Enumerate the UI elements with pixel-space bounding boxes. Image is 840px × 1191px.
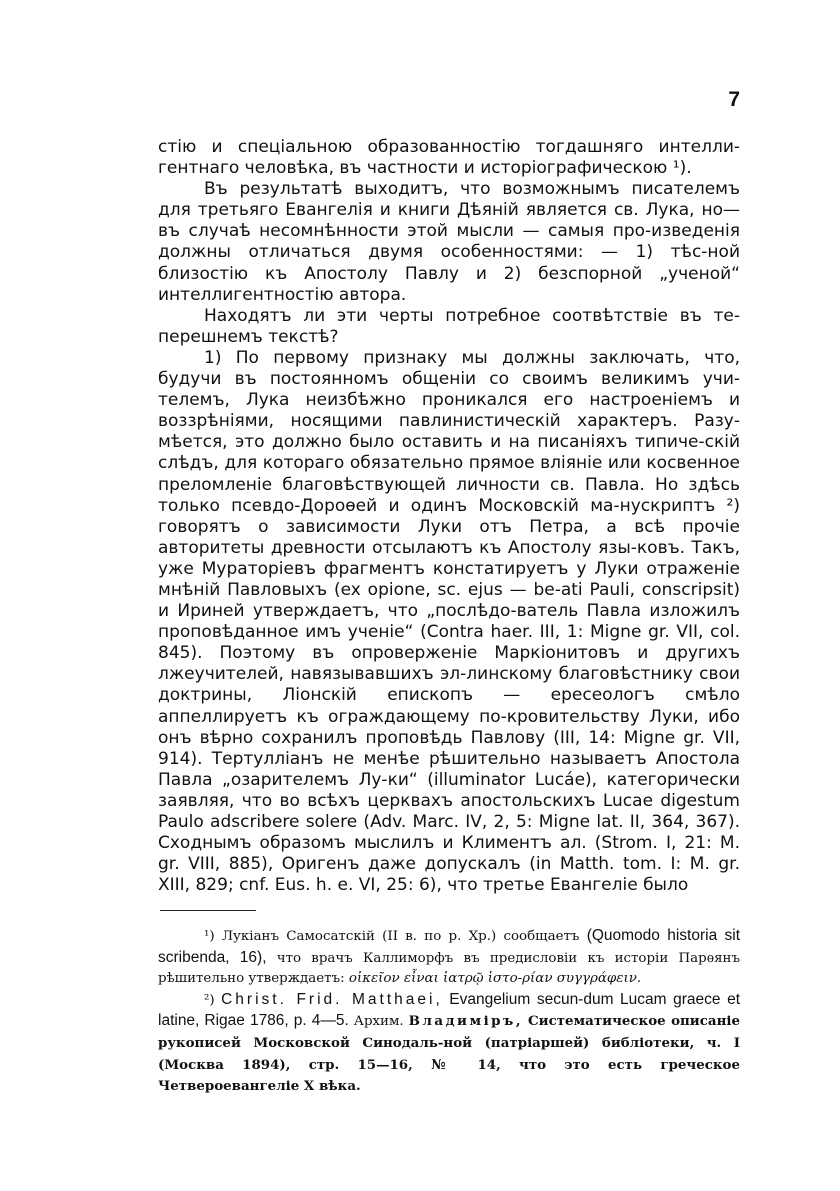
footnote-2-latin: Evangelium secun-dum Lucam graece et latine, Rigae 1786, p. 4—5. xyxy=(158,990,741,1030)
footnote-separator xyxy=(160,910,256,911)
footnote-2-marker: ²) xyxy=(204,992,215,1008)
footnote-2-archim: Архим. xyxy=(353,1014,404,1030)
footnote-2-text: Систематическое описаніе рукописей Московской Синодаль-ной (патріаршей) библіотеки, ч. I (Москва 1894), стр. 15—16, № 14, что это есть греческое Четвероевангеліе X вѣка. xyxy=(158,1013,740,1095)
footnote-1-text-a: Лукіанъ Самосатскій (II в. по р. Хр.) сообщаетъ xyxy=(221,929,580,944)
footnote-2-name: Владиміръ, xyxy=(408,1013,523,1030)
footnote-2 xyxy=(158,990,740,1098)
footnote-1-latin: (Quomodo historia sit scribenda, 16), xyxy=(158,927,740,966)
footnote-1-marker: ¹) xyxy=(204,929,215,944)
paragraph-4: 1) По первому признаку мы должны заключать, что, будучи въ постоянномъ общеніи со своимъ великимъ учи-телемъ, Лука неизбѣжно проникался его настроеніемъ и воззрѣніями, носящими павлинистическій характеръ. Разу-мѣется, это должно было оставить и на писаніяхъ типиче-скій слѣдъ, для котораго обязательно прямое вліяніе или косвенное преломленіе благовѣствующей личности св. Павла. Но здѣсь только псевдо-Дороѳей и одинъ Московскій ма-нускриптъ ²) говорятъ о зависимости Луки отъ Петра, а всѣ прочіе авторитеты древности отсылаютъ къ Апостолу язы-ковъ. Такъ, уже Мураторіевъ фрагментъ констатируетъ у Луки отраженіе мнѣній Павловыхъ (ex opione, sc. ejus — be-ati Pauli, conscripsit) и Ириней утверждаетъ, что „послѣдо-ватель Павла изложилъ проповѣданное имъ ученіе“ (Contra haer. III, 1: Migne gr. VII, col. 845). Поэтому въ опроверженіе Маркіонитовъ и другихъ лжеучителей, навязывавшихъ эл-линскому благовѣстнику свои доктрины, Ліонскій епископъ — ересеологъ смѣло аппеллируетъ къ ограждающему по-кровительству Луки, ибо онъ вѣрно сохранилъ проповѣдь Павлову (III, 14: Migne gr. VII, 914). Тертулліанъ не менѣе рѣшительно называетъ Апостола Павла „озарителемъ Лу-ки“ (illuminator Lucáe), категорически заявляя, что во всѣхъ церквахъ апостольскихъ Lucae digestum Paulo adscribere solere (Adv. Marc. IV, 2, 5: Migne lat. II, 364, 367). Сходнымъ образомъ мыслилъ и Климентъ ал. (Strom. I, 21: M. gr. VIII, 885), Оригенъ даже допускалъ (in Matth. tom. I: M. gr. XIII, 829; cnf. Eus. h. e. VI, 25: 6), что третье Евангеліе было xyxy=(158,347,740,896)
footnote-1 xyxy=(158,926,740,990)
footnote-1-text-b: что врачъ Каллиморфъ въ предисловіи къ исторіи Парѳянъ рѣшительно утверждаетъ: xyxy=(158,950,740,987)
footnotes xyxy=(158,926,740,1098)
main-text xyxy=(158,137,740,896)
paragraph-3: Находятъ ли эти черты потребное соотвѣтствіе въ те-перешнемъ текстѣ? xyxy=(158,305,740,347)
paragraph-1: стію и спеціальною образованностію тогдашняго интелли-гентнаго человѣка, въ частности и исторіографическою ¹). xyxy=(158,137,740,179)
paragraph-2: Въ результатѣ выходитъ, что возможнымъ писателемъ для третьяго Евангелія и книги Дѣяній является св. Лука, но— въ случаѣ несомнѣнности этой мысли — самыя про-изведенія должны отличаться двумя особенностями: — 1) тѣс-ной близостію къ Апостолу Павлу и 2) безспорной „ученой“ интеллигентностію автора. xyxy=(158,179,740,305)
page-number: 7 xyxy=(728,88,740,111)
footnote-1-greek: οἰκεῖον εἶναι ἰατρῷ ἱστο-ρίαν συγγράφειν. xyxy=(348,971,642,987)
footnote-2-author: Christ. Frid. Matthaei, xyxy=(221,990,443,1008)
